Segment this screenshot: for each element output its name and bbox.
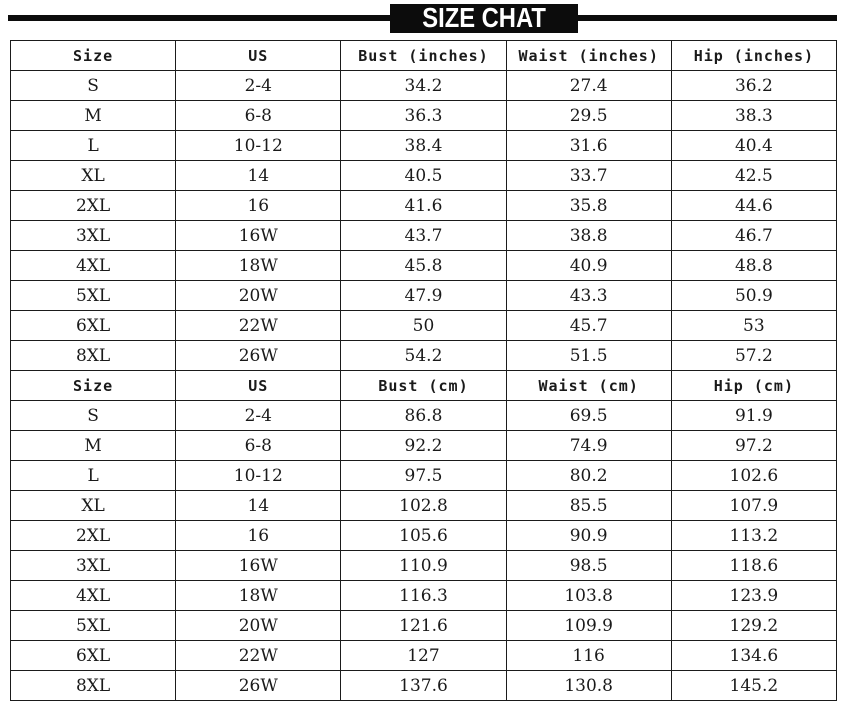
table-cell: 36.3 (341, 101, 506, 131)
table-cell: 41.6 (341, 191, 506, 221)
table-cell: XL (11, 161, 176, 191)
column-header: Bust (cm) (341, 371, 506, 401)
table-cell: 3XL (11, 551, 176, 581)
table-row (11, 71, 837, 101)
table-cell: 46.7 (671, 221, 836, 251)
table-row (11, 671, 837, 701)
table-cell: 42.5 (671, 161, 836, 191)
table-cell: 134.6 (671, 641, 836, 671)
table-cell: 8XL (11, 671, 176, 701)
table-cell: 80.2 (506, 461, 671, 491)
table-row (11, 491, 837, 521)
table-cell: 51.5 (506, 341, 671, 371)
table-cell: 97.5 (341, 461, 506, 491)
table-cell: L (11, 461, 176, 491)
column-header: Waist (cm) (506, 371, 671, 401)
table-cell: 69.5 (506, 401, 671, 431)
table-cell: 38.4 (341, 131, 506, 161)
table-cell: 130.8 (506, 671, 671, 701)
table-cell: 8XL (11, 341, 176, 371)
table-cell: 90.9 (506, 521, 671, 551)
table-row (11, 401, 837, 431)
table-cell: 36.2 (671, 71, 836, 101)
table-cell: 6-8 (176, 101, 341, 131)
table-cell: 5XL (11, 611, 176, 641)
table-cell: 102.8 (341, 491, 506, 521)
table-cell: 44.6 (671, 191, 836, 221)
table-cell: XL (11, 491, 176, 521)
column-header: US (176, 371, 341, 401)
table-cell: 5XL (11, 281, 176, 311)
table-row (11, 251, 837, 281)
table-row (11, 521, 837, 551)
table-cell: 43.3 (506, 281, 671, 311)
table-row (11, 161, 837, 191)
table-cell: 16W (176, 551, 341, 581)
table-cell: 14 (176, 491, 341, 521)
table-cell: 109.9 (506, 611, 671, 641)
table-cell: 48.8 (671, 251, 836, 281)
table-cell: 2-4 (176, 401, 341, 431)
table-cell: 20W (176, 281, 341, 311)
table-cell: 43.7 (341, 221, 506, 251)
table-cell: 2XL (11, 521, 176, 551)
table-cell: 127 (341, 641, 506, 671)
table-cell: 2XL (11, 191, 176, 221)
column-header: Hip (inches) (671, 41, 836, 71)
table-cell: 53 (671, 311, 836, 341)
table-cell: 105.6 (341, 521, 506, 551)
table-cell: L (11, 131, 176, 161)
table-cell: 29.5 (506, 101, 671, 131)
table-cell: 107.9 (671, 491, 836, 521)
column-header: Size (11, 371, 176, 401)
table-cell: 38.3 (671, 101, 836, 131)
table-cell: 40.4 (671, 131, 836, 161)
table-cell: 31.6 (506, 131, 671, 161)
table-cell: 116 (506, 641, 671, 671)
table-cell: 129.2 (671, 611, 836, 641)
table-cell: 18W (176, 251, 341, 281)
table-cell: 121.6 (341, 611, 506, 641)
table-cell: 18W (176, 581, 341, 611)
column-header: Size (11, 41, 176, 71)
table-row (11, 551, 837, 581)
table-cell: 92.2 (341, 431, 506, 461)
table-cell: 47.9 (341, 281, 506, 311)
table-row (11, 611, 837, 641)
table-cell: 10-12 (176, 131, 341, 161)
table-cell: 3XL (11, 221, 176, 251)
table-row (11, 461, 837, 491)
table-cell: 91.9 (671, 401, 836, 431)
column-header: Hip (cm) (671, 371, 836, 401)
table-row (11, 341, 837, 371)
table-cell: 137.6 (341, 671, 506, 701)
table-cell: 26W (176, 671, 341, 701)
table-header-row (11, 371, 837, 401)
table-cell: 50 (341, 311, 506, 341)
table-cell: 2-4 (176, 71, 341, 101)
table-cell: 116.3 (341, 581, 506, 611)
table-row (11, 641, 837, 671)
table-row (11, 311, 837, 341)
table-cell: S (11, 401, 176, 431)
table-cell: 57.2 (671, 341, 836, 371)
table-cell: 110.9 (341, 551, 506, 581)
title-box (390, 4, 578, 33)
table-cell: 40.9 (506, 251, 671, 281)
table-cell: 74.9 (506, 431, 671, 461)
table-row (11, 581, 837, 611)
table-cell: 22W (176, 311, 341, 341)
table-header-row (11, 41, 837, 71)
table-cell: 145.2 (671, 671, 836, 701)
table-cell: 85.5 (506, 491, 671, 521)
table-cell: 35.8 (506, 191, 671, 221)
table-cell: 54.2 (341, 341, 506, 371)
table-cell: 45.8 (341, 251, 506, 281)
table-cell: 50.9 (671, 281, 836, 311)
page-title: SIZE CHAT (422, 2, 546, 34)
table-cell: 10-12 (176, 461, 341, 491)
table-row (11, 281, 837, 311)
size-chart-table (10, 40, 837, 701)
table-cell: 26W (176, 341, 341, 371)
table-cell: 4XL (11, 251, 176, 281)
table-row (11, 191, 837, 221)
table-cell: 113.2 (671, 521, 836, 551)
table-cell: 6-8 (176, 431, 341, 461)
table-cell: 38.8 (506, 221, 671, 251)
table-cell: 98.5 (506, 551, 671, 581)
table-cell: 86.8 (341, 401, 506, 431)
column-header: US (176, 41, 341, 71)
table-cell: 6XL (11, 641, 176, 671)
table-cell: 45.7 (506, 311, 671, 341)
title-banner (0, 0, 841, 40)
table-cell: 16 (176, 521, 341, 551)
table-cell: 27.4 (506, 71, 671, 101)
table-row (11, 131, 837, 161)
table-cell: 97.2 (671, 431, 836, 461)
column-header: Waist (inches) (506, 41, 671, 71)
table-row (11, 431, 837, 461)
table-cell: 16 (176, 191, 341, 221)
table-cell: M (11, 101, 176, 131)
table-cell: M (11, 431, 176, 461)
table-cell: S (11, 71, 176, 101)
table-cell: 14 (176, 161, 341, 191)
table-cell: 20W (176, 611, 341, 641)
table-cell: 34.2 (341, 71, 506, 101)
table-row (11, 101, 837, 131)
table-cell: 123.9 (671, 581, 836, 611)
table-cell: 6XL (11, 311, 176, 341)
table-cell: 16W (176, 221, 341, 251)
size-chart-table-body (11, 41, 837, 701)
table-cell: 33.7 (506, 161, 671, 191)
column-header: Bust (inches) (341, 41, 506, 71)
table-row (11, 221, 837, 251)
table-cell: 103.8 (506, 581, 671, 611)
table-cell: 102.6 (671, 461, 836, 491)
table-cell: 22W (176, 641, 341, 671)
table-cell: 40.5 (341, 161, 506, 191)
table-cell: 118.6 (671, 551, 836, 581)
table-cell: 4XL (11, 581, 176, 611)
